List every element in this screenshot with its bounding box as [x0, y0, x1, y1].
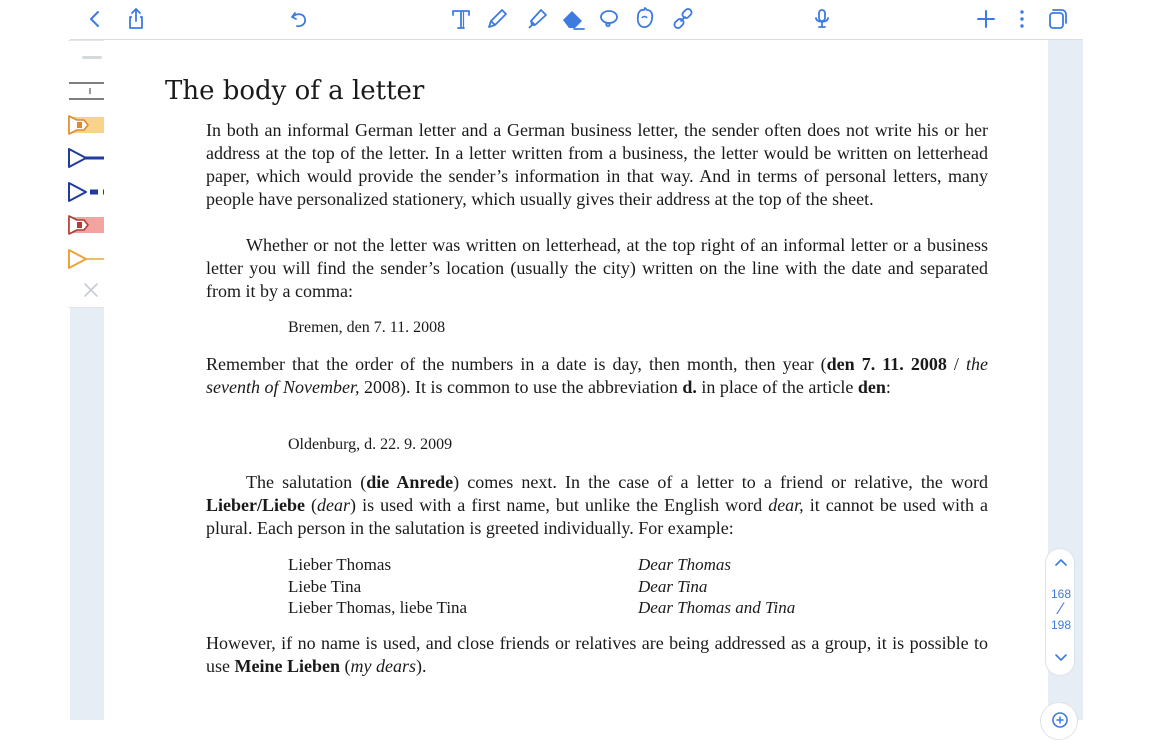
undo-icon[interactable]	[286, 6, 312, 32]
palette-drag-handle[interactable]	[82, 56, 102, 59]
more-vertical-icon[interactable]	[1009, 6, 1035, 32]
highlighter-icon[interactable]	[524, 6, 550, 32]
current-page-number: 168	[1050, 587, 1072, 601]
salutation-example-row	[288, 597, 808, 619]
lasso-icon[interactable]	[596, 6, 622, 32]
shapes-icon[interactable]	[632, 6, 658, 32]
page-title: The body of a letter	[165, 76, 425, 106]
page-separator: ⁄	[1059, 599, 1063, 618]
microphone-icon[interactable]	[809, 6, 835, 32]
text-tool-icon[interactable]	[448, 6, 474, 32]
chevron-left-icon[interactable]	[82, 6, 108, 32]
chevron-down-icon[interactable]	[1053, 649, 1069, 665]
english-salutation: Dear Thomas	[638, 555, 732, 574]
document-page[interactable]	[104, 40, 1048, 720]
page-navigator	[1045, 548, 1075, 676]
paragraph-1: In both an informal German letter and a German business letter, the sender often does not write his or her address at the top of the letter. In a letter written from a business, the letter would be written on letterhead paper, which would provide the sender’s information in that way. And in terms of personal letters, many people have personalized stationery, which usually gives their address at the top of the sheet.	[206, 120, 988, 209]
german-salutation: Lieber Thomas, liebe Tina	[288, 598, 468, 618]
close-icon[interactable]	[82, 281, 100, 299]
top-toolbar	[70, 0, 1083, 40]
paragraph-3: Remember that the order of the numbers in a date is day, then month, then year (den 7. 11. 2008 / the seventh of November, 2008). It is common to use the abbreviation d. in place of the article den:	[206, 354, 988, 397]
german-salutation: Lieber Thomas	[288, 555, 392, 574]
english-salutation: Dear Thomas and Tina	[638, 598, 796, 618]
paragraph-4: The salutation (die Anrede) comes next. In the case of a letter to a friend or relative, the word Lieber/Liebe (dear) is used with a first name, but unlike the English word dear, it cannot be used with a plural. Each person in the salutation is greeted individually. For example:	[206, 472, 989, 538]
pages-icon[interactable]	[1044, 6, 1070, 32]
german-salutation: Liebe Tina	[288, 576, 362, 596]
total-pages: 198	[1050, 618, 1072, 632]
plus-icon[interactable]	[973, 6, 999, 32]
date-example-1: Bremen, den 7. 11. 2008	[288, 319, 446, 336]
zoom-in-button[interactable]	[1040, 702, 1078, 740]
paragraph-5: However, if no name is used, and close friends or relatives are being addressed as a group, it is possible to use Meine Lieben (my dears).	[206, 633, 988, 676]
date-example-2: Oldenburg, d. 22. 9. 2009	[288, 436, 453, 453]
salutation-example-row	[288, 576, 808, 598]
zoom-in-icon	[1041, 703, 1079, 741]
chevron-up-icon[interactable]	[1053, 555, 1069, 571]
eraser-icon[interactable]	[560, 6, 586, 32]
salutation-example-row	[288, 554, 808, 576]
paragraph-2: Whether or not the letter was written on letterhead, at the top right of an informal letter or a business letter you will find the sender’s location (usually the city) written on the line with the date and separated from it by a comma:	[206, 235, 988, 301]
salutation-examples	[288, 554, 808, 619]
link-icon[interactable]	[670, 6, 696, 32]
pen-icon[interactable]	[484, 6, 510, 32]
share-icon[interactable]	[123, 6, 149, 32]
english-salutation: Dear Tina	[638, 576, 708, 596]
